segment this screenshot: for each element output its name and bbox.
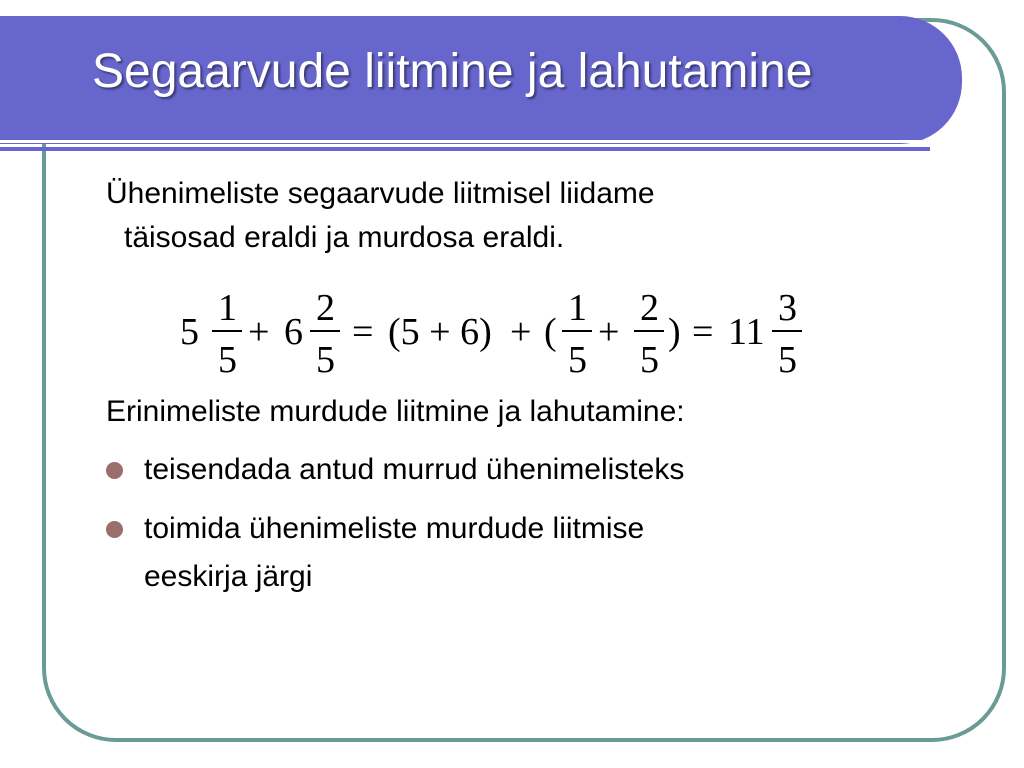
plus-sign-1: + bbox=[248, 311, 270, 353]
open-paren: ( bbox=[544, 311, 557, 353]
result-denominator: 5 bbox=[778, 339, 797, 381]
equals-sign-2: = bbox=[692, 311, 714, 353]
bullet-dot-icon bbox=[106, 462, 123, 479]
bullet-item-1-text: teisendada antud murrud ühenimelisteks bbox=[144, 453, 685, 486]
bullet-item-2-text bbox=[144, 505, 644, 601]
result-whole: 11 bbox=[728, 311, 765, 353]
plus-sign-2: + bbox=[510, 311, 532, 353]
frac3-numerator: 1 bbox=[568, 287, 587, 329]
plus-sign-3: + bbox=[598, 311, 620, 353]
frac4-numerator: 2 bbox=[640, 287, 659, 329]
term1-whole: 5 bbox=[180, 311, 199, 353]
mixed-number-formula bbox=[180, 286, 820, 382]
slide-title: Segaarvude liitmine ja lahutamine bbox=[92, 45, 813, 98]
paragraph-2: Erinimeliste murdude liitmine ja lahutamine: bbox=[106, 395, 685, 428]
header-divider-white bbox=[0, 140, 930, 143]
frac4-denominator: 5 bbox=[640, 339, 659, 381]
paragraph-1 bbox=[106, 172, 866, 260]
term2-denominator: 5 bbox=[316, 339, 335, 381]
equals-sign-1: = bbox=[352, 311, 374, 353]
paragraph-1-line-2: täisosad eraldi ja murdosa eraldi. bbox=[124, 221, 565, 254]
close-paren: ) bbox=[668, 311, 681, 353]
bullet-item-2-line-1: toimida ühenimeliste murdude liitmise bbox=[144, 512, 645, 545]
term1-numerator: 1 bbox=[218, 287, 237, 329]
term2-whole: 6 bbox=[284, 311, 303, 353]
whole-part-group: (5 + 6) bbox=[388, 311, 492, 353]
term2-numerator: 2 bbox=[316, 287, 335, 329]
frac3-denominator: 5 bbox=[568, 339, 587, 381]
header-divider-blue bbox=[0, 147, 930, 151]
term1-denominator: 5 bbox=[218, 339, 237, 381]
paragraph-1-line-1: Ühenimeliste segaarvude liitmisel liidame bbox=[106, 177, 655, 210]
result-numerator: 3 bbox=[778, 287, 797, 329]
bullet-dot-icon bbox=[106, 521, 123, 538]
bullet-item-2-line-2: eeskirja järgi bbox=[144, 560, 313, 593]
